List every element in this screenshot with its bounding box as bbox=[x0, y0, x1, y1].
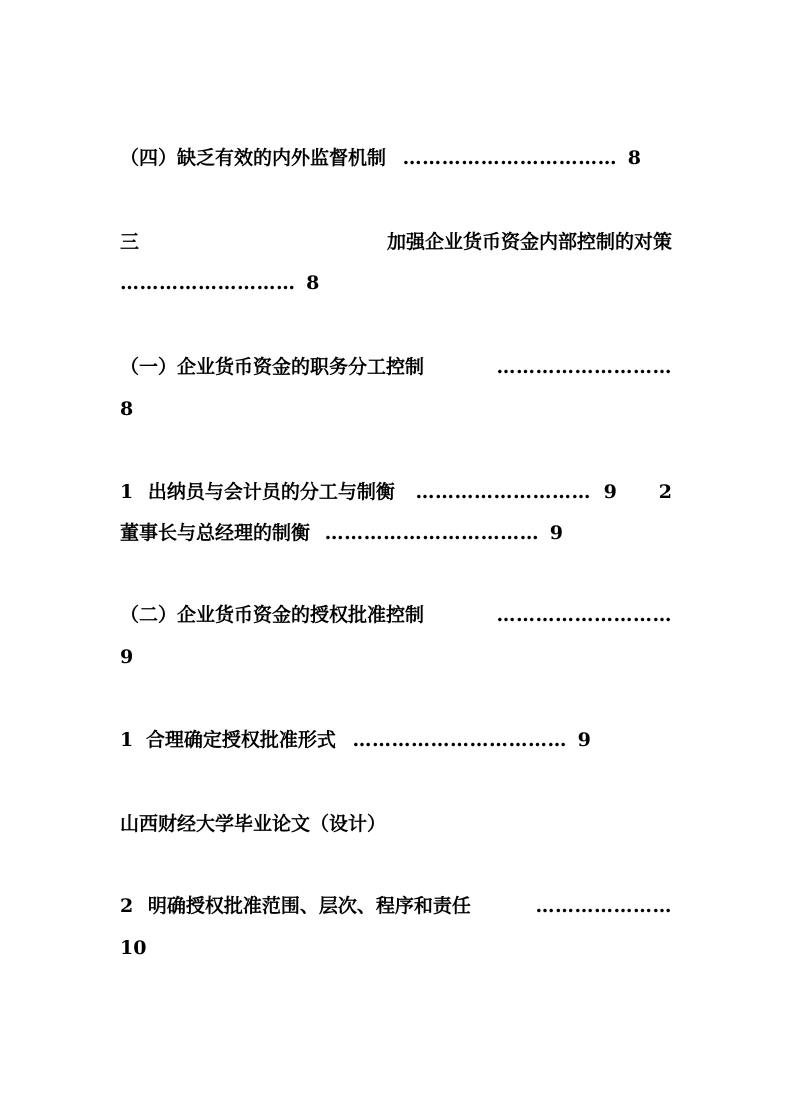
toc-entry-number: 1 bbox=[120, 729, 134, 751]
toc-entry-title: 明确授权批准范围、层次、程序和责任 bbox=[147, 895, 471, 917]
toc-leader-dots: ……………………… bbox=[120, 272, 296, 294]
toc-page-number: 9 bbox=[120, 646, 134, 668]
toc-page-number: 10 bbox=[120, 937, 147, 959]
toc-entry-5[interactable] bbox=[120, 603, 672, 627]
toc-entry-1[interactable] bbox=[120, 146, 672, 170]
toc-page-number: 9 bbox=[603, 481, 617, 503]
toc-entry-title: 加强企业货币资金内部控制的对策 bbox=[386, 231, 672, 253]
toc-entry-4-continued[interactable] bbox=[120, 521, 672, 545]
toc-entry-4[interactable] bbox=[120, 480, 672, 504]
toc-entry-6[interactable] bbox=[120, 728, 672, 752]
toc-entry-title: （四）缺乏有效的内外监督机制 bbox=[120, 147, 387, 169]
toc-entry-3-continued[interactable] bbox=[120, 397, 672, 421]
toc-entry-number: 2 bbox=[120, 895, 134, 917]
toc-entry-title: 董事长与总经理的制衡 bbox=[120, 522, 311, 544]
toc-leader-dots: ……………………… bbox=[496, 604, 672, 626]
toc-entry-2-continued[interactable] bbox=[120, 271, 672, 295]
toc-entry-2[interactable] bbox=[120, 230, 672, 254]
toc-leader-dots: …………………………… bbox=[352, 729, 567, 751]
toc-leader-dots: …………………………… bbox=[402, 147, 618, 169]
toc-leader-dots: ………………… bbox=[535, 895, 672, 917]
toc-leader-dots: ……………………… bbox=[496, 356, 672, 378]
toc-entry-number: 1 bbox=[120, 481, 134, 503]
document-footer-title: 山西财经大学毕业论文（设计） bbox=[120, 813, 387, 835]
toc-entry-7-continued[interactable] bbox=[120, 936, 672, 960]
toc-entry-title: 合理确定授权批准形式 bbox=[145, 729, 336, 751]
toc-page-number: 8 bbox=[306, 272, 320, 294]
toc-leader-dots: ……………………… bbox=[415, 481, 591, 503]
toc-leader-dots: …………………………… bbox=[324, 522, 540, 544]
toc-entry-3[interactable] bbox=[120, 355, 672, 379]
toc-page-number: 9 bbox=[577, 729, 591, 751]
toc-entry-title: 出纳员与会计员的分工与制衡 bbox=[147, 481, 395, 503]
toc-entry-title: （一）企业货币资金的职务分工控制 bbox=[120, 356, 425, 378]
toc-page-number: 9 bbox=[549, 522, 563, 544]
toc-entry-number: 三 bbox=[120, 231, 140, 253]
toc-page-number: 8 bbox=[120, 398, 134, 420]
toc-entry-7[interactable] bbox=[120, 894, 672, 918]
toc-entry-number: 2 bbox=[658, 481, 672, 503]
toc-entry-5-continued[interactable] bbox=[120, 645, 672, 669]
toc-page-number: 8 bbox=[627, 147, 641, 169]
toc-entry-title: （二）企业货币资金的授权批准控制 bbox=[120, 604, 425, 626]
